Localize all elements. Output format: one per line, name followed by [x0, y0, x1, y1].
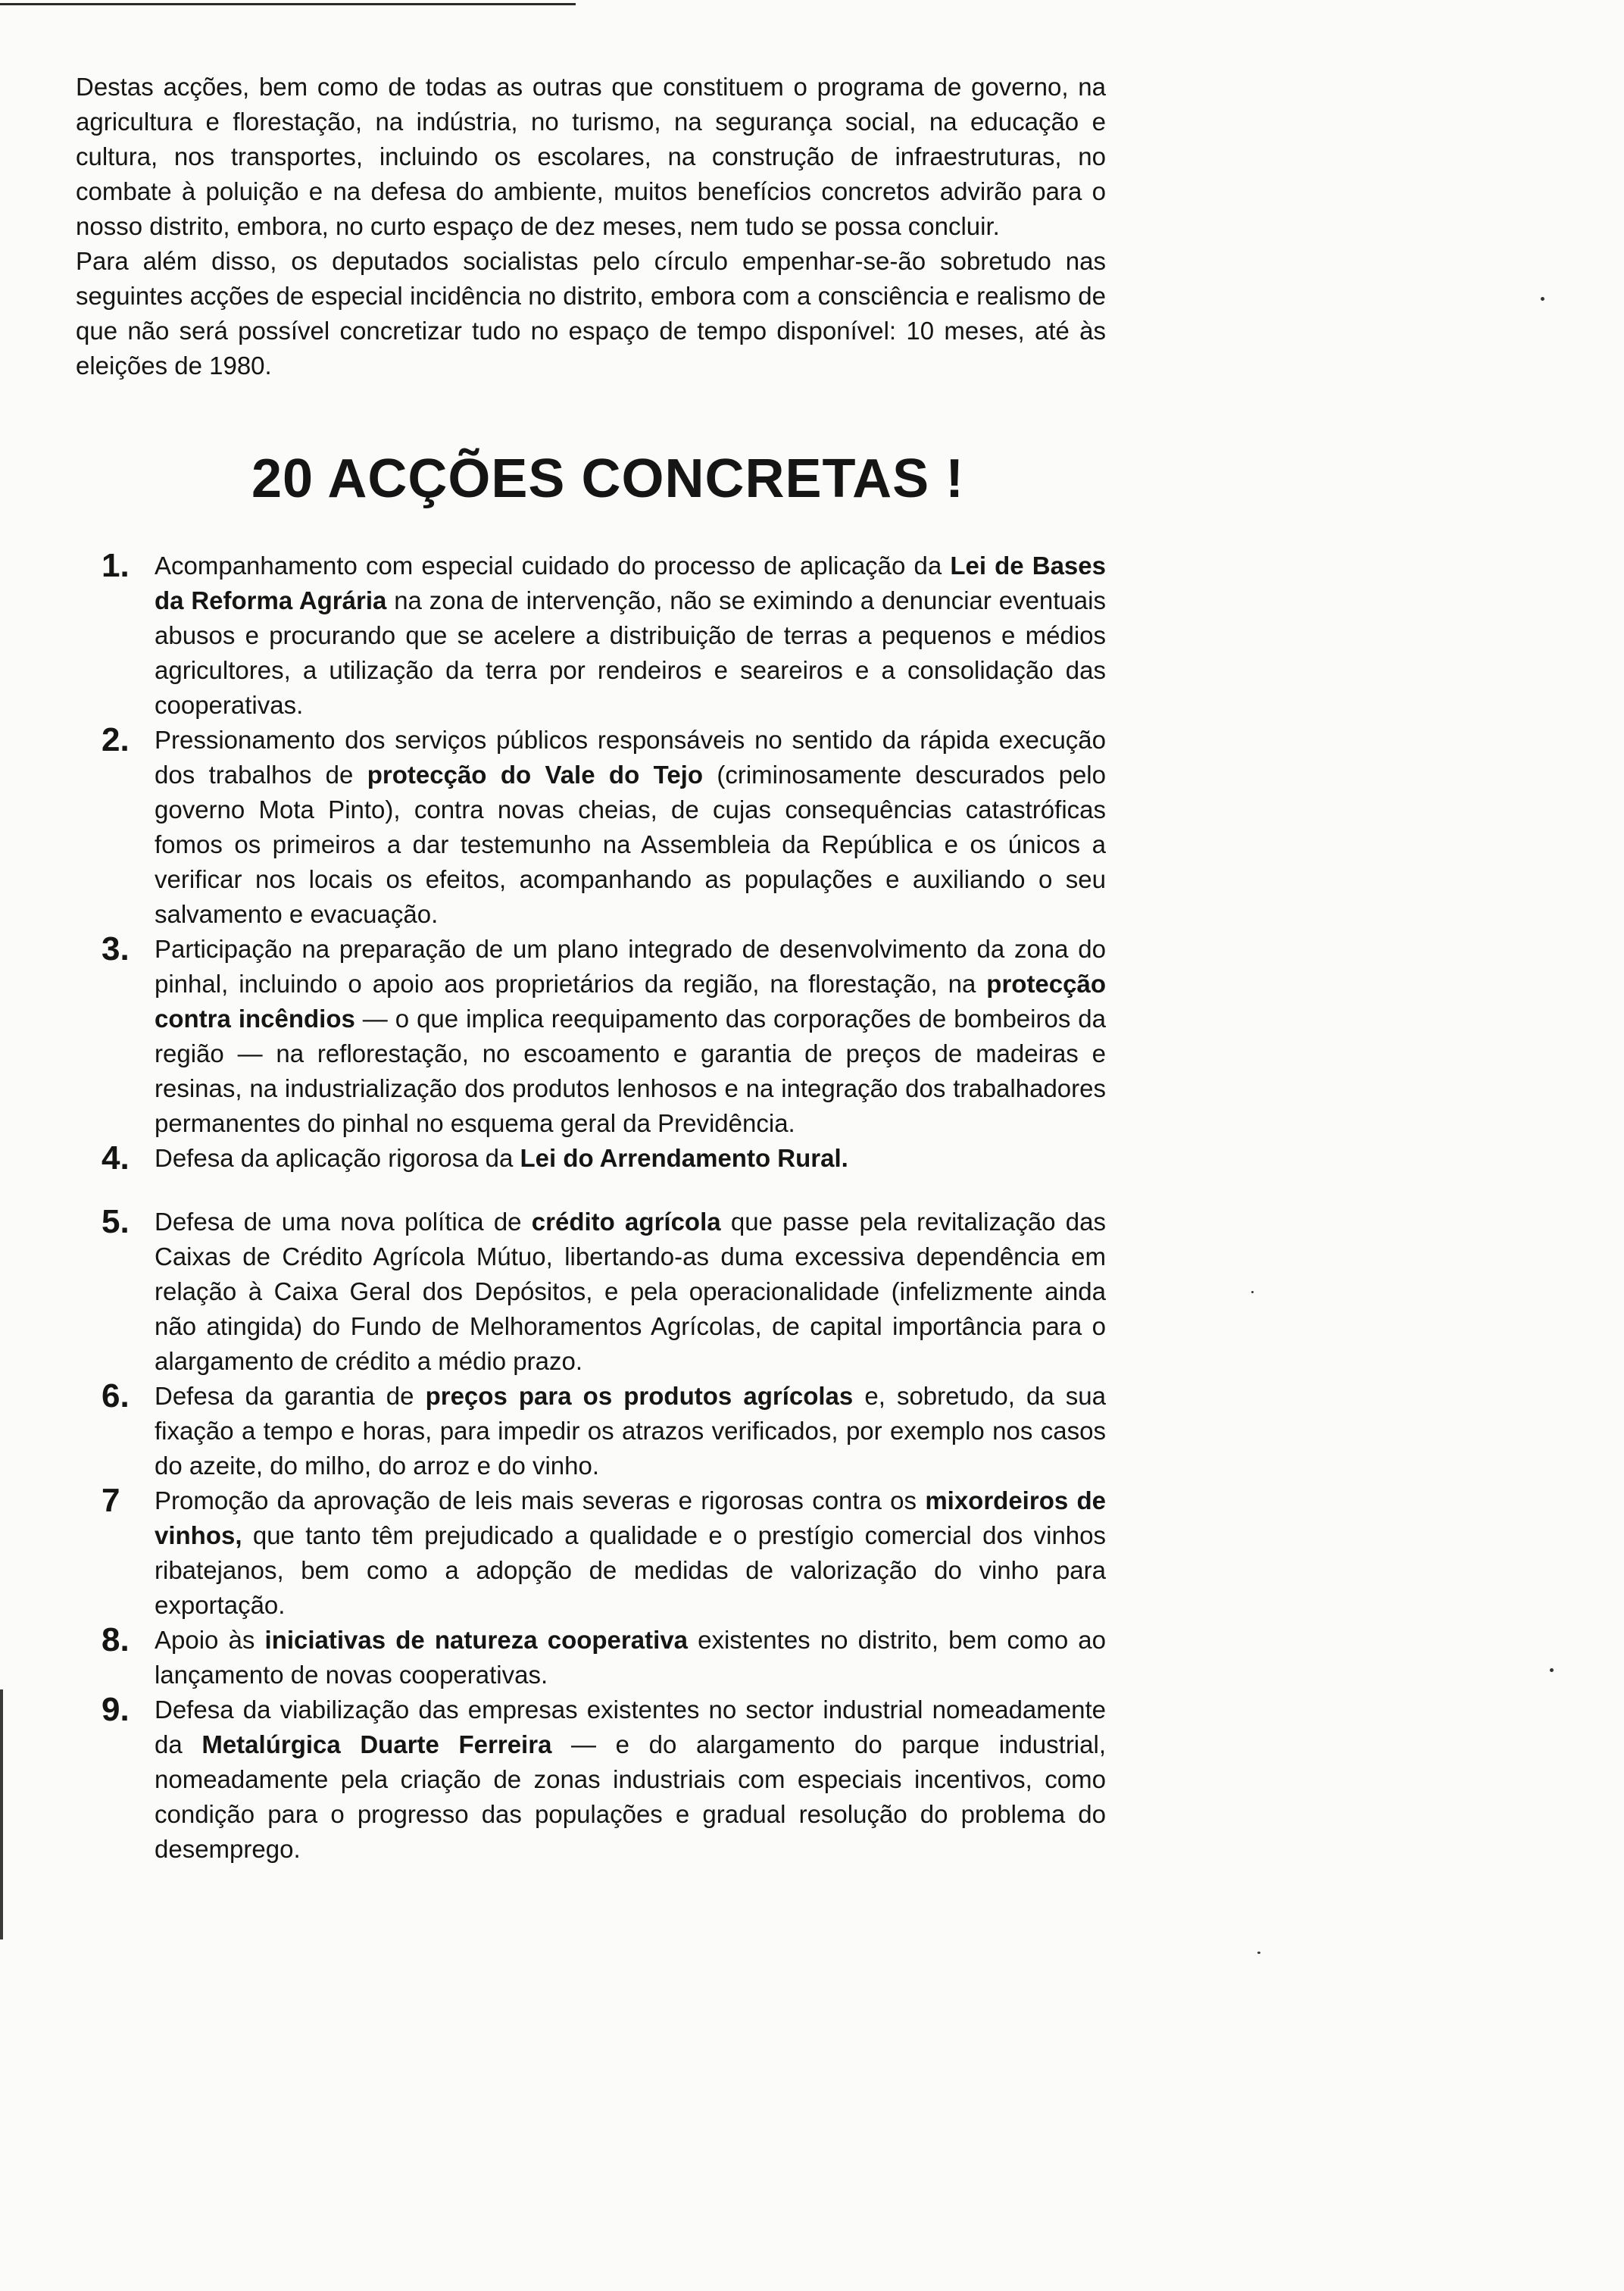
item-text: Defesa de uma nova política de crédito agrícola que passe pela revitalização das Caixas de Crédito Agrícola Mútuo, libertando-as duma excessiva dependência em relação à Caixa Geral dos Depósitos, e pela operacionalidade (infelizmente ainda não atingida) do Fundo de Melhoramentos Agrícolas, de capital importância para o alargamento de crédito a médio prazo.: [155, 1208, 1106, 1375]
intro-paragraph: Para além disso, os deputados socialistas pelo círculo empenhar-se-ão sobretudo nas seguintes acções de especial incidência no distrito, embora com a consciência e realismo de que não será possível concretizar tudo no espaço de tempo disponível: 10 meses, até às eleições de 1980.: [76, 247, 1106, 380]
item-number: 7: [102, 1482, 120, 1519]
item-text: Defesa da garantia de preços para os produtos agrícolas e, sobretudo, da sua fixação a tempo e horas, para impedir os atrazos verificados, por exemplo nos casos do azeite, do milho, do arroz e do vinho.: [155, 1382, 1106, 1480]
item-emphasis: Metalúrgica Duarte Ferreira: [201, 1730, 552, 1758]
item-emphasis: protecção do Vale do Tejo: [367, 761, 703, 789]
list-item: [76, 1379, 1106, 1483]
page-title: 20 ACÇÕES CONCRETAS !: [251, 449, 965, 509]
scan-edge-top: [0, 3, 576, 5]
scan-speck: [1251, 1291, 1254, 1293]
list-item: [76, 549, 1106, 723]
item-emphasis: Lei do Arrendamento Rural.: [520, 1144, 848, 1172]
item-emphasis: crédito agrícola: [531, 1208, 721, 1236]
scan-speck: [1541, 297, 1544, 301]
list-item: [76, 1692, 1106, 1867]
item-emphasis: preços para os produtos agrícolas: [425, 1382, 854, 1410]
item-emphasis: protecção contra incêndios: [155, 970, 1106, 1033]
item-text: Defesa da viabilização das empresas existentes no sector industrial nomeadamente da Metalúrgica Duarte Ferreira — e do alargamento do parque industrial, nomeadamente pela criação de zonas industriais com especiais incentivos, como condição para o progresso das populações e gradual resolução do problema do desemprego.: [155, 1696, 1106, 1863]
item-number: 2.: [102, 721, 130, 758]
item-text: Defesa da aplicação rigorosa da Lei do Arrendamento Rural.: [155, 1144, 848, 1172]
list-item: [76, 932, 1106, 1141]
list-item: [76, 1623, 1106, 1692]
scan-edge-left: [0, 1689, 3, 1939]
item-emphasis: iniciativas de natureza cooperativa: [264, 1626, 688, 1654]
item-number: 8.: [102, 1621, 130, 1658]
list-item: [76, 723, 1106, 932]
scan-speck: [1550, 1668, 1554, 1672]
intro-paragraph: Destas acções, bem como de todas as outras que constituem o programa de governo, na agricultura e florestação, na indústria, no turismo, na segurança social, na educação e cultura, nos transportes, incluindo os escolares, na construção de infraestruturas, no combate à poluição e na defesa do ambiente, muitos benefícios concretos advirão para o nosso distrito, embora, no curto espaço de dez meses, nem tudo se possa concluir.: [76, 73, 1106, 240]
intro-section: [76, 70, 1106, 383]
item-number: 4.: [102, 1139, 130, 1177]
item-number: 1.: [102, 547, 130, 584]
list-item: [76, 1205, 1106, 1379]
item-number: 6.: [102, 1377, 130, 1414]
document-page: [76, 70, 1106, 1867]
list-item: [76, 1141, 1106, 1176]
action-list: [76, 549, 1106, 1867]
item-text: Promoção da aprovação de leis mais severas e rigorosas contra os mixordeiros de vinhos, que tanto têm prejudicado a qualidade e o prestígio comercial dos vinhos ribatejanos, bem como a adopção de medidas de valorização do vinho para exportação.: [155, 1486, 1106, 1619]
item-text: Pressionamento dos serviços públicos responsáveis no sentido da rápida execução dos trabalhos de protecção do Vale do Tejo (criminosamente descurados pelo governo Mota Pinto), contra novas cheias, de cujas consequências catastróficas fomos os primeiros a dar testemunho na Assembleia da República e os únicos a verificar nos locais os efeitos, acompanhando as populações e auxiliando o seu salvamento e evacuação.: [155, 726, 1106, 928]
item-text: Participação na preparação de um plano integrado de desenvolvimento da zona do pinhal, incluindo o apoio aos proprietários da região, na florestação, na protecção contra incêndios — o que implica reequipamento das corporações de bombeiros da região — na reflorestação, no escoamento e garantia de preços de madeiras e resinas, na industrialização dos produtos lenhosos e na integração dos trabalhadores permanentes do pinhal no esquema geral da Previdência.: [155, 935, 1106, 1137]
list-item: [76, 1483, 1106, 1623]
item-number: 9.: [102, 1691, 130, 1728]
scan-speck: [1257, 1952, 1260, 1954]
item-number: 3.: [102, 930, 130, 967]
item-text: Acompanhamento com especial cuidado do processo de aplicação da Lei de Bases da Reforma Agrária na zona de intervenção, não se eximindo a denunciar eventuais abusos e procurando que se acelere a distribuição de terras a pequenos e médios agricultores, a utilização da terra por rendeiros e seareiros e a consolidação das cooperativas.: [155, 552, 1106, 719]
item-emphasis: Lei de Bases da Reforma Agrária: [155, 552, 1106, 614]
item-number: 5.: [102, 1203, 130, 1240]
item-emphasis: mixordeiros de vinhos,: [155, 1486, 1106, 1549]
item-text: Apoio às iniciativas de natureza cooperativa existentes no distrito, bem como ao lançamento de novas cooperativas.: [155, 1626, 1107, 1689]
